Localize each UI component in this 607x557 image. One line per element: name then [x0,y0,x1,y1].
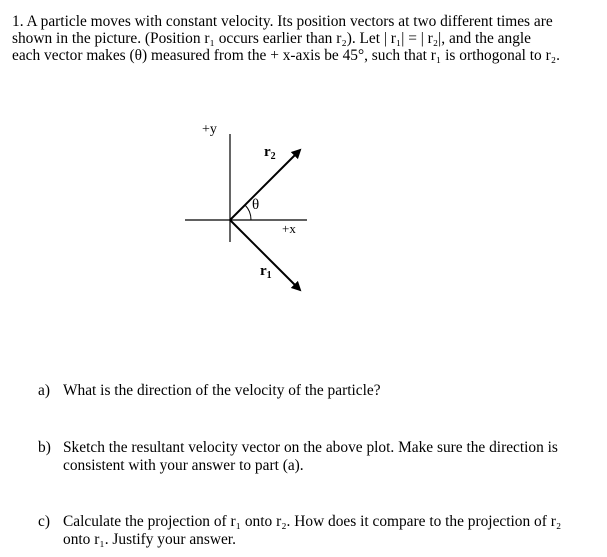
y-axis-label: +y [202,122,217,137]
vector-diagram [175,112,335,302]
problem-statement [12,13,602,64]
vector-r2-subscript: 2 [270,151,276,162]
question-a [38,382,598,402]
vector-r1-symbol: r [260,263,267,279]
vector-r1-label [260,263,272,281]
angle-arc [245,205,251,220]
question-c-text-line-2: onto r₁. Justify your answer. [63,531,236,548]
question-c [38,513,598,553]
question-a-text: What is the direction of the velocity of the particle? [63,382,381,399]
question-b-label: b) [38,439,51,456]
question-b-text-line-2: consistent with your answer to part (a). [63,457,304,474]
question-c-text-line-1: Calculate the projection of r₁ onto r₂. How does it compare to the projection of r₂ [63,513,562,530]
vector-r2 [230,150,300,220]
question-b-text-line-1: Sketch the resultant velocity vector on the above plot. Make sure the direction is [63,439,558,456]
problem-line-3: each vector makes (θ) measured from the + x-axis be 45°, such that r₁ is orthogonal to r₂. [12,47,560,64]
question-b [38,439,598,479]
problem-line-1: 1. A particle moves with constant velocity. Its position vectors at two different times are [12,13,553,30]
question-a-label: a) [38,382,50,399]
vector-r2-symbol: r [264,144,271,160]
vector-r1-subscript: 1 [266,270,272,281]
vector-r2-label [264,144,276,162]
question-c-label: c) [38,513,50,530]
problem-line-2: shown in the picture. (Position r₁ occurs earlier than r₂). Let | r₁| = | r₂|, and the angle [12,30,531,47]
angle-label: θ [252,197,260,213]
x-axis-label: +x [282,221,296,236]
